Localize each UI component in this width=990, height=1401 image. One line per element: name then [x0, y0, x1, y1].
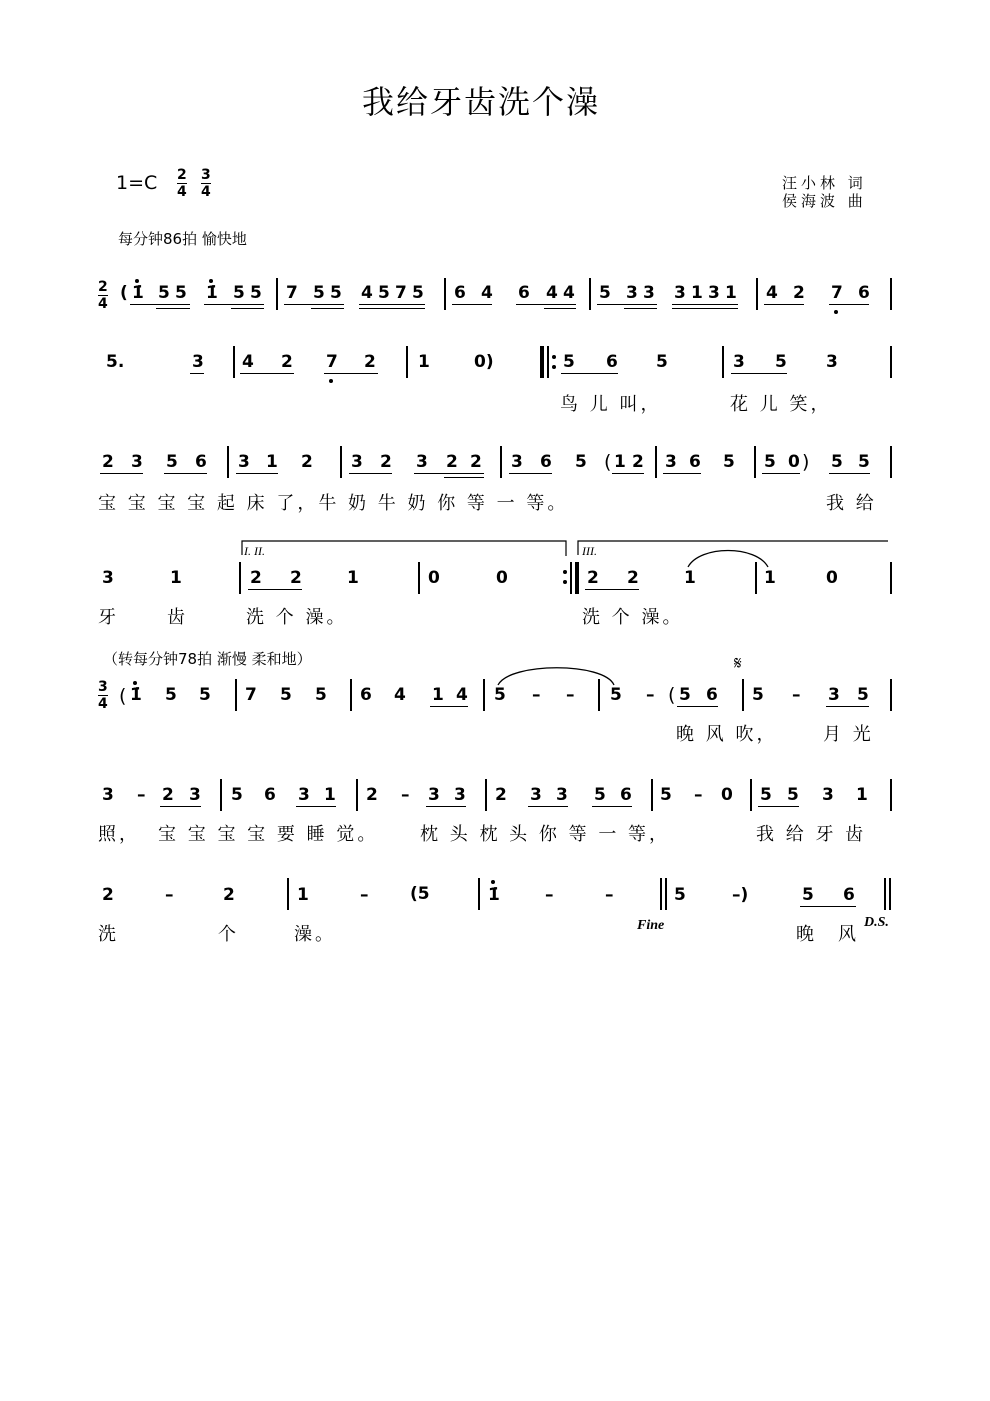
- note: 3: [626, 283, 638, 303]
- note: 2: [470, 452, 482, 472]
- note: –: [792, 685, 801, 705]
- lyrics-line: 洗 个 澡。: [582, 607, 684, 628]
- note: –: [360, 885, 369, 905]
- note: 0: [788, 452, 800, 472]
- note: 7: [395, 283, 407, 303]
- note: 5: [752, 685, 764, 705]
- barline: [350, 679, 352, 711]
- note: 3: [556, 785, 568, 805]
- barline: [356, 779, 358, 811]
- note: 5: [679, 685, 691, 705]
- note: 2: [495, 785, 507, 805]
- note: 7: [831, 283, 843, 303]
- note: 1: [764, 568, 776, 588]
- note: 2: [380, 452, 392, 472]
- note: 7: [286, 283, 298, 303]
- beam: [592, 806, 632, 807]
- barline: [742, 679, 744, 711]
- lyrics-line: 洗 个 澡。: [246, 607, 348, 628]
- note: 3: [189, 785, 201, 805]
- repeat-end-barline: [575, 562, 579, 594]
- note: 3: [131, 452, 143, 472]
- note: 2: [290, 568, 302, 588]
- repeat-dot: [563, 570, 567, 574]
- note: –: [566, 685, 575, 705]
- note: 5: [610, 685, 622, 705]
- note: 1: [725, 283, 737, 303]
- lyrics-line: 晚 风 吹，: [676, 724, 778, 745]
- barline: [890, 779, 892, 811]
- note: 2: [301, 452, 313, 472]
- volta-label: I. II.: [244, 544, 265, 558]
- beam: [430, 706, 468, 707]
- barline: [478, 878, 480, 910]
- beam: [800, 906, 856, 907]
- note: 4: [361, 283, 373, 303]
- note: 5: [723, 452, 735, 472]
- note: 2: [587, 568, 599, 588]
- note: (: [668, 684, 676, 706]
- lyrics-line: 风: [838, 924, 859, 945]
- note: 5: [158, 283, 170, 303]
- fine-marking: Fine: [637, 918, 665, 933]
- repeat-end-barline: [570, 562, 572, 594]
- note: 6: [689, 452, 701, 472]
- lyrics-line: 照，: [98, 824, 140, 845]
- lyrics-line: 我 给: [826, 493, 877, 514]
- lyrics-line: 牙: [98, 607, 119, 628]
- barline: [483, 679, 485, 711]
- note: 3: [428, 785, 440, 805]
- note: 3: [643, 283, 655, 303]
- note: 5: [787, 785, 799, 805]
- note: (: [119, 685, 127, 707]
- beam: [826, 706, 869, 707]
- note: 4: [546, 283, 558, 303]
- note: 1: [432, 685, 444, 705]
- note: 5: [175, 283, 187, 303]
- note: 1: [614, 452, 626, 472]
- note: 2: [627, 568, 639, 588]
- lyrics-line: 宝 宝 宝 宝 起 床 了，牛 奶 牛 奶 你 等 一 等。: [98, 493, 569, 514]
- time-signature-2-4: $\frac{2}{4}$: [98, 279, 108, 312]
- note: 5: [199, 685, 211, 705]
- note: 3: [102, 785, 114, 805]
- note: 3: [416, 452, 428, 472]
- barline: [598, 679, 600, 711]
- tie: [498, 668, 614, 685]
- note: 3: [826, 352, 838, 372]
- note: 5: [233, 283, 245, 303]
- note: 5.: [106, 352, 125, 372]
- note: 3: [828, 685, 840, 705]
- note: 1: [324, 785, 336, 805]
- barline: [418, 562, 420, 594]
- note: 5: [330, 283, 342, 303]
- barline: [239, 562, 241, 594]
- note: 6: [264, 785, 276, 805]
- double-barline: [660, 878, 662, 910]
- beam: [160, 806, 201, 807]
- note: 3: [511, 452, 523, 472]
- note: 4: [242, 352, 254, 372]
- note: 6: [606, 352, 618, 372]
- note: 5: [858, 452, 870, 472]
- lyrics-line: 洗: [98, 924, 119, 945]
- time-signature-2-4: $\frac{2}{4}$: [177, 167, 187, 200]
- note: 2: [366, 785, 378, 805]
- lyrics-line: 个: [218, 924, 239, 945]
- note: 5: [250, 283, 262, 303]
- note: 1̇: [488, 885, 500, 905]
- note: 6: [620, 785, 632, 805]
- note: 3: [298, 785, 310, 805]
- note: 3: [530, 785, 542, 805]
- lyrics-line: 我 给 牙 齿: [756, 824, 867, 845]
- lyrics-line: 鸟 儿 叫，: [560, 394, 662, 415]
- note: 5: [831, 452, 843, 472]
- note: 1: [418, 352, 430, 372]
- time-signature-3-4: $\frac{3}{4}$: [201, 167, 211, 200]
- note: 3: [665, 452, 677, 472]
- note: 2: [223, 885, 235, 905]
- beam: [296, 806, 336, 807]
- note: (: [120, 283, 128, 303]
- note: 5: [599, 283, 611, 303]
- lyrics-line: 花 儿 笑，: [730, 394, 832, 415]
- note: 6: [518, 283, 530, 303]
- note: 5: [775, 352, 787, 372]
- note: 6: [360, 685, 372, 705]
- lyrics-line: 澡。: [294, 924, 336, 945]
- note: 0: [826, 568, 838, 588]
- note: 7: [245, 685, 257, 705]
- note: 2: [102, 452, 114, 472]
- barline: [890, 562, 892, 594]
- note: 5: [857, 685, 869, 705]
- note: 5: [563, 352, 575, 372]
- note: 5: [802, 885, 814, 905]
- key-signature: 1=C: [116, 172, 158, 194]
- note: 1: [170, 568, 182, 588]
- note: 1: [684, 568, 696, 588]
- note: (5: [410, 884, 430, 904]
- barline: [287, 878, 289, 910]
- note: –: [137, 785, 146, 805]
- note: 2: [793, 283, 805, 303]
- note: ): [802, 451, 810, 473]
- note: 0): [474, 352, 494, 372]
- time-signature-3-4: $\frac{3}{4}$: [98, 679, 108, 712]
- barline: [651, 779, 653, 811]
- ds-marking: D.S.: [864, 915, 889, 930]
- note: 5: [660, 785, 672, 805]
- note: 3: [102, 568, 114, 588]
- note: 5: [280, 685, 292, 705]
- beam: [248, 589, 302, 590]
- lyricist-credit: 汪小林 词: [782, 174, 867, 192]
- note: 3: [351, 452, 363, 472]
- note: –: [165, 885, 174, 905]
- barline: [750, 779, 752, 811]
- note: –: [401, 785, 410, 805]
- note: 5: [674, 885, 686, 905]
- barline: [220, 779, 222, 811]
- double-barline: [665, 878, 667, 910]
- note: 5: [412, 283, 424, 303]
- note: 6: [195, 452, 207, 472]
- note: 3: [733, 352, 745, 372]
- note: 7: [326, 352, 338, 372]
- segno-sign: 𝄋: [734, 653, 742, 674]
- lyrics-line: 宝 宝 宝 宝 要 睡 觉。: [158, 824, 379, 845]
- note: 1̇: [130, 685, 142, 705]
- note: 0: [721, 785, 733, 805]
- note: 3: [674, 283, 686, 303]
- note: 3: [822, 785, 834, 805]
- note: 1: [856, 785, 868, 805]
- note: 5: [166, 452, 178, 472]
- final-barline: [884, 878, 886, 910]
- beam: [585, 589, 639, 590]
- note: 5: [231, 785, 243, 805]
- repeat-dot: [563, 580, 567, 584]
- note: 1: [347, 568, 359, 588]
- composer-credit: 侯海波 曲: [782, 192, 867, 210]
- note: 5: [760, 785, 772, 805]
- note: 5: [494, 685, 506, 705]
- note: 3: [454, 785, 466, 805]
- note: 4: [481, 283, 493, 303]
- final-barline: [889, 878, 891, 910]
- note: 5: [656, 352, 668, 372]
- note: 2: [632, 452, 644, 472]
- note: –): [732, 885, 749, 905]
- note: 1: [297, 885, 309, 905]
- note: 5: [594, 785, 606, 805]
- tempo-marking: 每分钟86拍 愉快地: [118, 230, 247, 248]
- barline: [235, 679, 237, 711]
- note: 6: [454, 283, 466, 303]
- note: 4: [766, 283, 778, 303]
- high-octave-dot: [133, 681, 137, 685]
- note: –: [646, 685, 655, 705]
- volta-label: III.: [582, 544, 597, 558]
- beam: [426, 806, 466, 807]
- beam: [677, 706, 718, 707]
- note: –: [605, 885, 614, 905]
- note: 4: [394, 685, 406, 705]
- note: 2: [162, 785, 174, 805]
- lyrics-line: 齿: [167, 607, 188, 628]
- note: 5: [378, 283, 390, 303]
- note: 0: [428, 568, 440, 588]
- note: 0: [496, 568, 508, 588]
- lyrics-line: 枕 头 枕 头 你 等 一 等，: [420, 824, 671, 845]
- note: 1: [266, 452, 278, 472]
- lyrics-line: 月 光: [823, 724, 874, 745]
- note: –: [532, 685, 541, 705]
- beam: [528, 806, 568, 807]
- note: 2: [250, 568, 262, 588]
- note: 6: [858, 283, 870, 303]
- lyrics-line: 晚: [796, 924, 817, 945]
- note: –: [694, 785, 703, 805]
- note: 2: [281, 352, 293, 372]
- note: 2: [102, 885, 114, 905]
- note: 1: [691, 283, 703, 303]
- note: 3: [192, 352, 204, 372]
- note: 4: [563, 283, 575, 303]
- note: (: [604, 451, 612, 473]
- note: 2: [364, 352, 376, 372]
- note: 6: [843, 885, 855, 905]
- barline: [485, 779, 487, 811]
- high-octave-dot: [491, 880, 495, 884]
- note: 1̇: [206, 283, 218, 303]
- note: 5: [764, 452, 776, 472]
- note: 4: [456, 685, 468, 705]
- note: 3: [238, 452, 250, 472]
- note: –: [545, 885, 554, 905]
- note: 2: [446, 452, 458, 472]
- note: 3: [708, 283, 720, 303]
- barline: [755, 562, 757, 594]
- barline: [890, 679, 892, 711]
- note: 6: [540, 452, 552, 472]
- beam: [758, 806, 799, 807]
- note: 5: [575, 452, 587, 472]
- note: 5: [313, 283, 325, 303]
- note: 5: [315, 685, 327, 705]
- tempo-change-marking: （转每分钟78拍 渐慢 柔和地）: [103, 650, 312, 668]
- note: 5: [165, 685, 177, 705]
- note: 1̇: [132, 283, 144, 303]
- song-title: 我给牙齿洗个澡: [362, 83, 601, 121]
- note: 6: [706, 685, 718, 705]
